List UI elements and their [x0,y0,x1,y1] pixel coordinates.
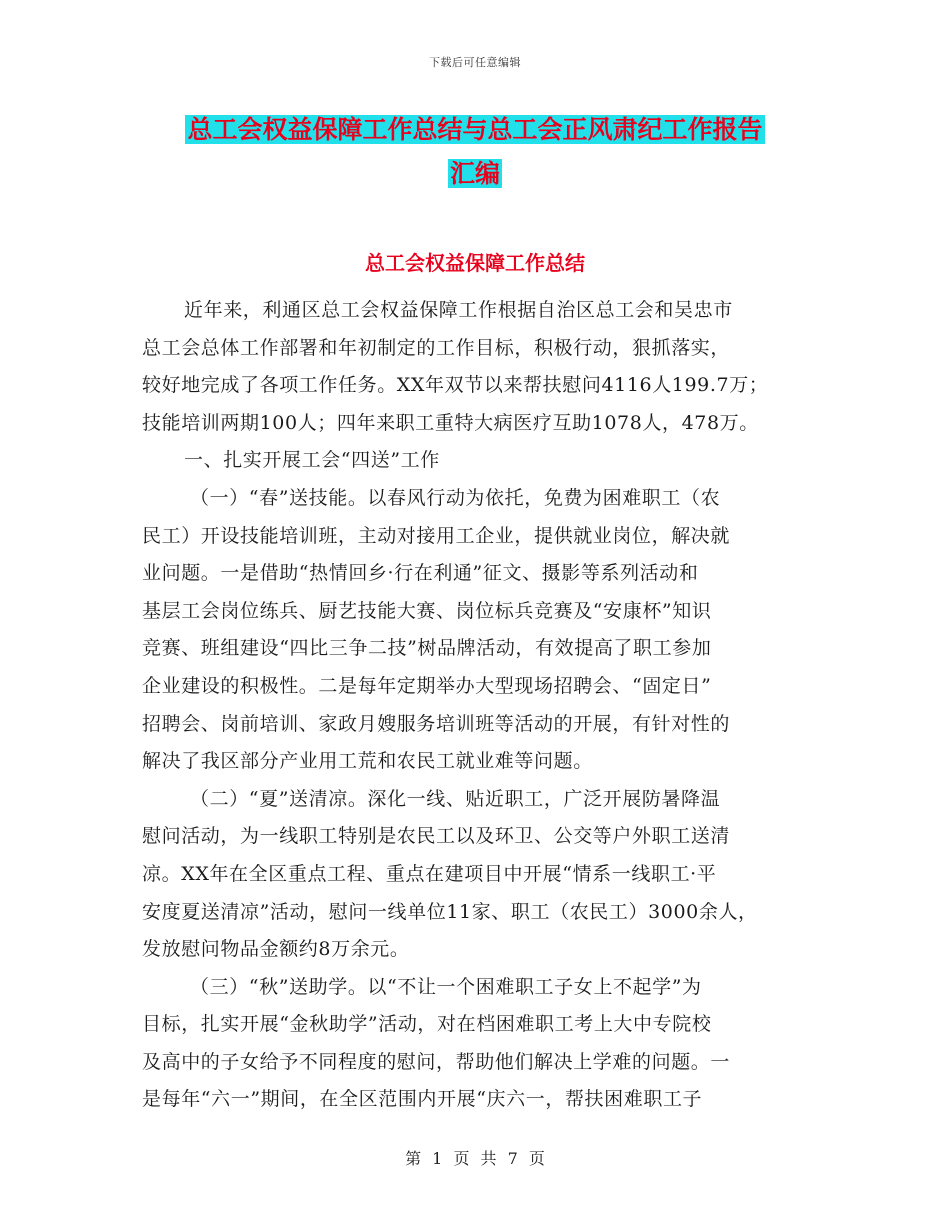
paragraph-line: 企业建设的积极性。二是每年定期举办大型现场招聘会、“固定日” [142,674,712,697]
heading-line: 一、扎实开展工会“四送”工作 [184,449,440,472]
page-footer: 第 1 页 共 7 页 [405,1149,545,1168]
paragraph-line: （二）“夏”送清凉。深化一线、贴近职工，广泛开展防暑降温 [190,787,721,810]
paragraph-line: 发放慰问物品金额约8万余元。 [142,938,410,961]
paragraph-line: 近年来，利通区总工会权益保障工作根据自治区总工会和吴忠市 [184,299,733,321]
paragraph-line: 安度夏送清凉”活动，慰问一线单位11家、职工（农民工）3000余人， [142,900,758,923]
paragraph-line: （三）“秋”送助学。以“不让一个困难职工子女上不起学”为 [190,975,702,998]
paragraph-line: 解决了我区部分产业用工荒和农民工就业难等问题。 [142,750,593,773]
document-title-line-2 [0,154,950,194]
paragraph-line: 技能培训两期100人；四年来职工重特大病医疗互助1078人，478万。 [142,411,759,434]
paragraph-line: 是每年“六一”期间，在全区范围内开展“庆六一，帮扶困难职工子 [142,1088,703,1111]
paragraph-line: 凉。XX年在全区重点工程、重点在建项目中开展“情系一线职工·平 [142,862,717,885]
paragraph-line: （一）“春”送技能。以春风行动为依托，免费为困难职工（农 [190,486,721,509]
paragraph-line: 慰问活动，为一线职工特别是农民工以及环卫、公交等户外职工送清 [142,825,731,848]
paragraph-line: 招聘会、岗前培训、家政月嫂服务培训班等活动的开展，有针对性的 [142,712,731,735]
paragraph-line: 目标，扎实开展“金秋助学”活动，对在档困难职工考上大中专院校 [142,1013,712,1036]
title-highlight-2: 汇编 [449,159,500,188]
paragraph-line: 民工）开设技能培训班，主动对接用工企业，提供就业岗位，解决就 [142,524,731,547]
paragraph-line: 较好地完成了各项工作任务。XX年双节以来帮扶慰问4116人199.7万； [142,374,769,397]
document-title-line-1 [0,110,950,150]
paragraph-line: 业问题。一是借助“热情回乡·行在利通”征文、摄影等系列活动和 [142,562,699,585]
header-note: 下载后可任意编辑 [429,56,521,69]
body-text [142,292,822,1119]
title-highlight-1: 总工会权益保障工作总结与总工会正风肃纪工作报告 [187,115,763,144]
paragraph-line: 总工会总体工作部署和年初制定的工作目标，积极行动，狠抓落实， [142,336,731,359]
paragraph-line: 及高中的子女给予不同程度的慰问，帮助他们解决上学难的问题。一 [142,1050,731,1073]
paragraph-line: 基层工会岗位练兵、厨艺技能大赛、岗位标兵竞赛及“安康杯”知识 [142,599,712,622]
section-title: 总工会权益保障工作总结 [365,251,585,275]
paragraph-line: 竞赛、班组建设“四比三争二技”树品牌活动，有效提高了职工参加 [142,637,712,660]
